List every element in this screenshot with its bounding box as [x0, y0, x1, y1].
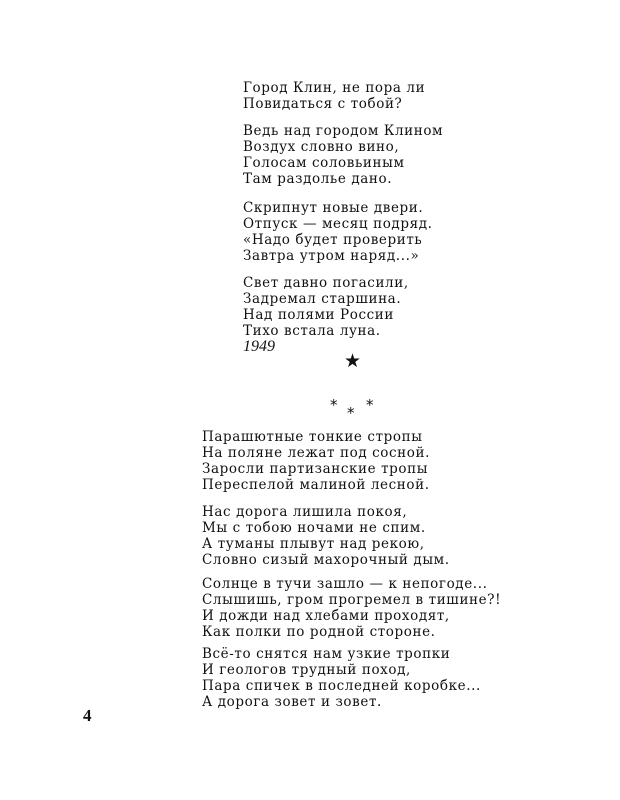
verse-line: Словно сизый махорочный дым.: [202, 552, 450, 568]
verse-line: Заросли партизанские тропы: [202, 461, 429, 477]
verse-line: Над полями России: [243, 307, 394, 323]
verse-line: Отпуск — месяц подряд.: [243, 216, 433, 232]
verse-line: Повидаться с тобой?: [243, 96, 403, 112]
verse-line: Воздух словно вино,: [243, 139, 400, 155]
stanza: [243, 123, 443, 187]
verse-line: Нас дорога лишила покоя,: [202, 504, 408, 520]
verse-line: Ведь над городом Клином: [243, 123, 444, 139]
verse-line: «Надо будет проверить: [243, 232, 423, 248]
stanza: [202, 646, 481, 710]
asterisk-icon: *: [366, 396, 374, 414]
verse-line: Всё-то снятся нам узкие тропки: [202, 646, 451, 662]
verse-line: Парашютные тонкие стропы: [202, 429, 423, 445]
verse-line: И дожди над хлебами проходят,: [202, 608, 450, 624]
verse-line: Свет давно погасили,: [243, 275, 409, 291]
verse-line: А туманы плывут над рекою,: [202, 536, 425, 552]
stanza: [243, 80, 425, 112]
asterisk-icon: *: [330, 396, 338, 414]
verse-line: Город Клин, не пора ли: [243, 80, 426, 96]
verse-line: А дорога зовет и зовет.: [202, 694, 382, 710]
verse-line: Солнце в тучи зашло — к непогоде...: [202, 576, 488, 592]
star-separator-icon: ★: [344, 350, 362, 372]
verse-line: Переспелой малиной лесной.: [202, 477, 430, 493]
verse-line: Задремал старшина.: [243, 291, 402, 307]
stanza: [202, 504, 450, 568]
page-number: 4: [83, 706, 92, 725]
asterisk-icon: *: [347, 404, 355, 422]
verse-line: Слышишь, гром прогремел в тишине?!: [202, 592, 502, 608]
verse-line: Скрипнут новые двери.: [243, 200, 424, 216]
stanza: [202, 429, 430, 493]
verse-line: Как полки по родной стороне.: [202, 624, 436, 640]
verse-line: На поляне лежат под сосной.: [202, 445, 430, 461]
stanza: [243, 275, 409, 339]
verse-line: Пара спичек в последней коробке...: [202, 678, 481, 694]
poem-year: 1949: [243, 338, 275, 355]
verse-line: Там раздолье дано.: [243, 171, 393, 187]
verse-line: Мы с тобою ночами не спим.: [202, 520, 426, 536]
verse-line: И геологов трудный поход,: [202, 662, 411, 678]
verse-line: Тихо встала луна.: [243, 323, 381, 339]
stanza: [202, 576, 501, 640]
verse-line: Завтра утром наряд...»: [243, 248, 420, 264]
verse-line: Голосам соловьиным: [243, 155, 405, 171]
stanza: [243, 200, 433, 264]
